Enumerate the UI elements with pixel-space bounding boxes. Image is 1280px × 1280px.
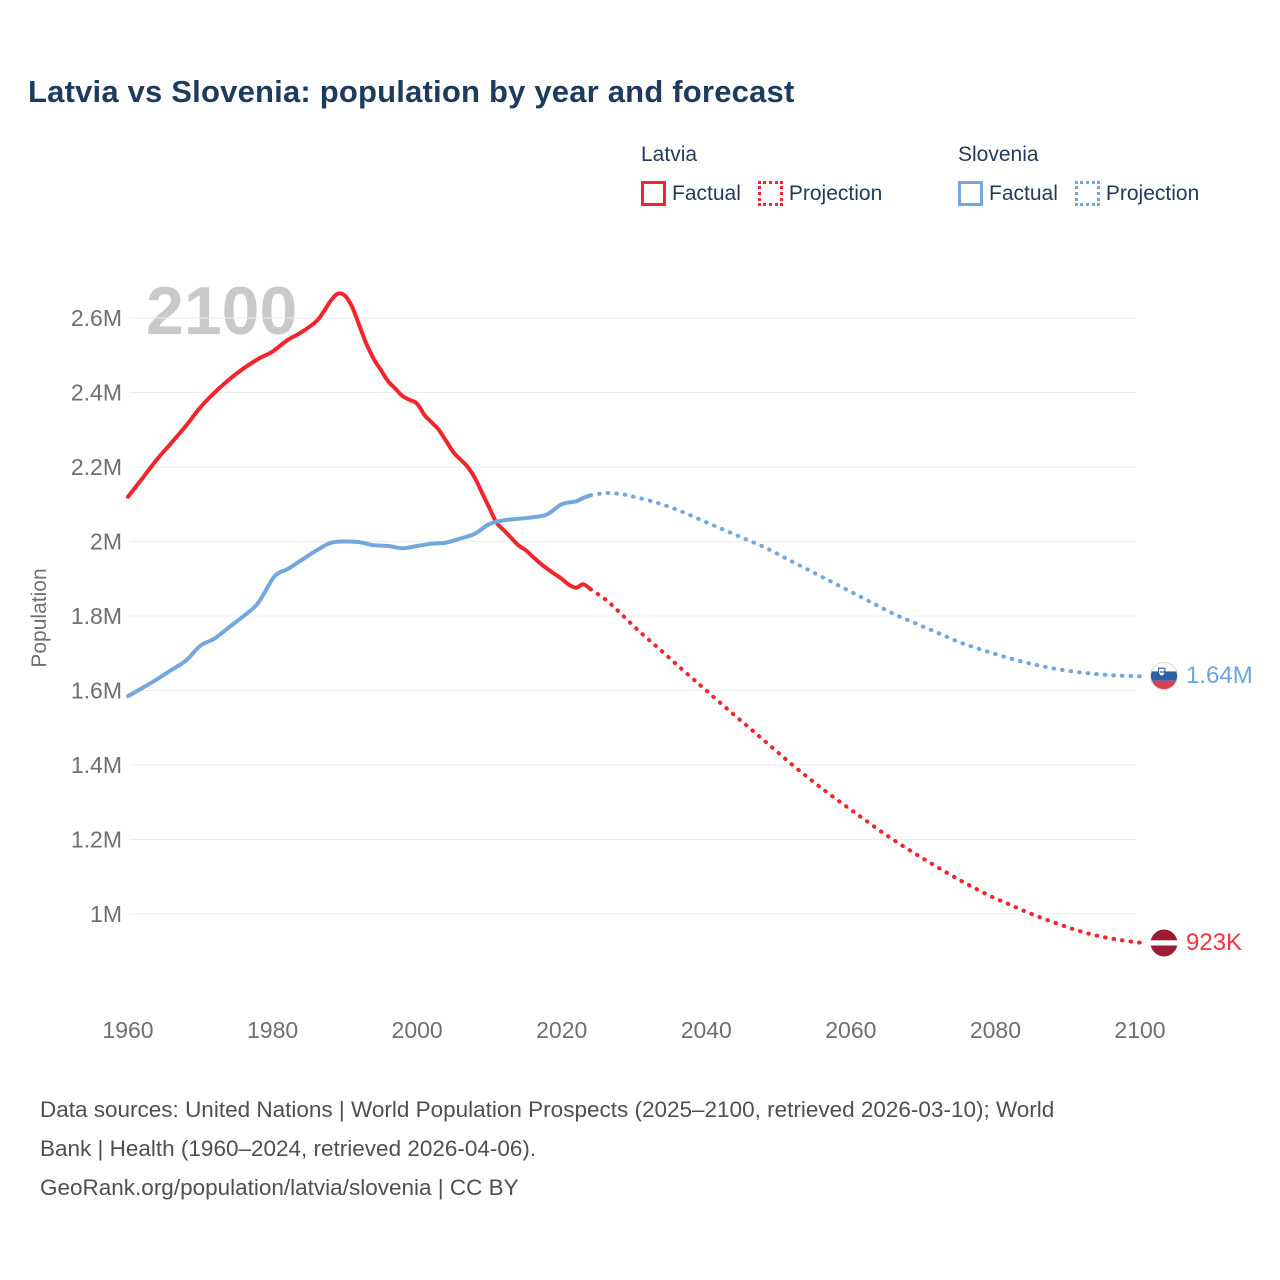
slovenia-projection-label: Projection (1105, 181, 1200, 205)
y-tick-label: 1M (90, 901, 122, 927)
y-axis-title: Population (28, 568, 51, 668)
latvia-flag-icon (1150, 929, 1178, 957)
x-tick-label: 1980 (246, 1017, 299, 1043)
y-tick-label: 1.6M (70, 677, 122, 704)
y-tick-label: 1.2M (70, 826, 122, 853)
x-tick-label: 2020 (536, 1017, 588, 1043)
x-tick-label: 2040 (680, 1017, 732, 1043)
slovenia-flag-icon (1150, 662, 1178, 690)
y-tick-label: 2M (90, 528, 122, 555)
latvia-factual-line (128, 293, 591, 589)
footer-sources-line1: Data sources: United Nations | World Population Prospects (2025–2100, retrieved 2026-03-10); World (40, 1097, 1055, 1122)
footer-attribution-line: GeoRank.org/population/latvia/slovenia | CC BY (40, 1175, 519, 1200)
y-tick-label: 1.8M (70, 603, 122, 629)
y-tick-label: 1.4M (70, 752, 122, 778)
x-tick-label: 1960 (102, 1017, 154, 1043)
gridlines (130, 318, 1136, 914)
x-tick-label: 2080 (969, 1017, 1022, 1043)
y-tick-label: 2.4M (70, 379, 122, 406)
y-axis-tick-labels (71, 305, 122, 927)
slovenia-factual-line (128, 495, 591, 696)
legend-latvia-label: Latvia (641, 143, 698, 166)
latvia-end-value-label: 923K (1186, 929, 1243, 956)
footer-sources-line2: Bank | Health (1960–2024, retrieved 2026-04-06). (40, 1136, 537, 1161)
x-tick-label: 2000 (391, 1017, 443, 1043)
watermark-year: 2100 (146, 273, 298, 349)
slovenia-projection-line (591, 493, 1140, 676)
latvia-factual-label: Factual (672, 181, 741, 205)
x-axis-tick-labels (102, 1017, 1165, 1043)
latvia-projection-line (591, 589, 1140, 943)
latvia-projection-label: Projection (788, 181, 883, 205)
series-lines (128, 293, 1140, 942)
y-tick-label: 2.6M (70, 305, 122, 331)
data-sources-footer (40, 1090, 1054, 1207)
slovenia-end-value-label: 1.64M (1186, 662, 1253, 689)
x-tick-label: 2060 (825, 1017, 877, 1043)
chart-title: Latvia vs Slovenia: population by year and forecast (28, 74, 795, 109)
slovenia-factual-label: Factual (989, 181, 1058, 205)
y-tick-label: 2.2M (70, 454, 122, 480)
legend-slovenia-label: Slovenia (958, 143, 1039, 166)
x-tick-label: 2100 (1114, 1017, 1166, 1043)
